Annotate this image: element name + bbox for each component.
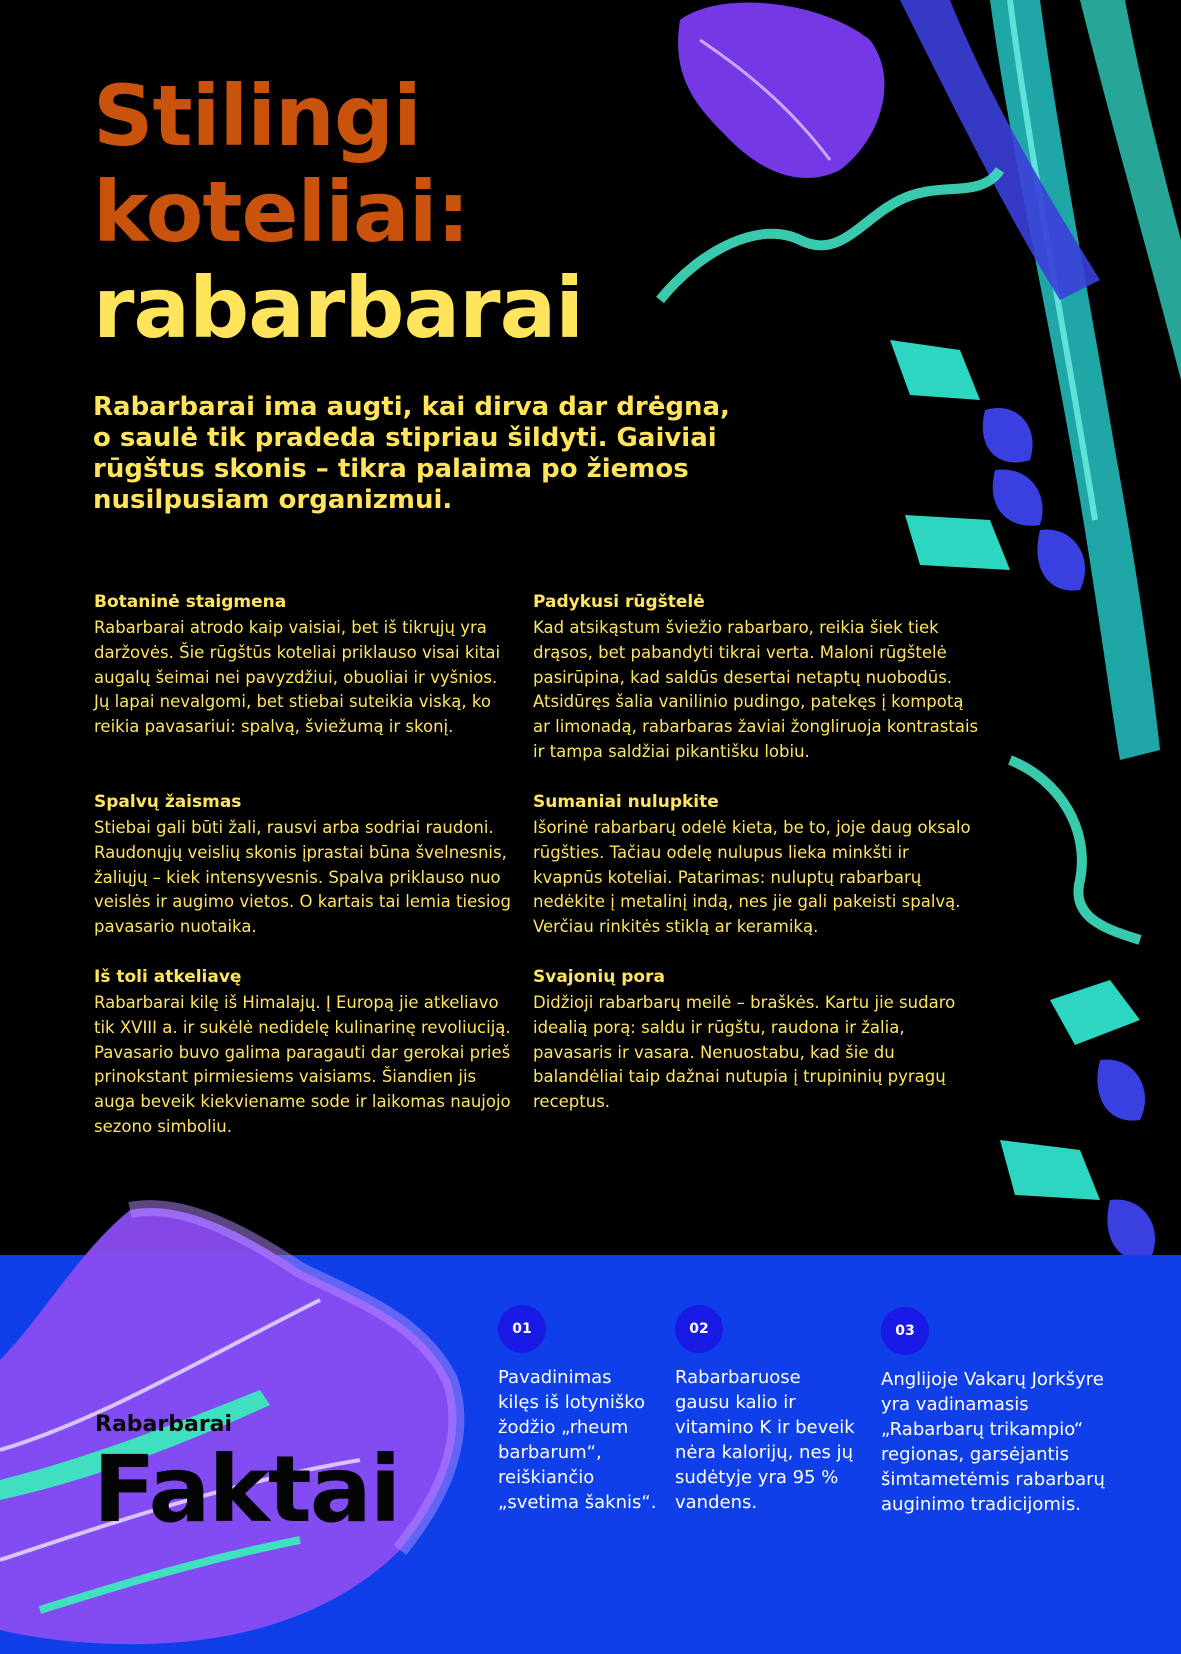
fact-item-03 <box>881 1307 1131 1517</box>
fact-number-badge: 02 <box>675 1305 723 1353</box>
section-heading: Botaninė staigmena <box>94 592 287 612</box>
section-heading: Sumaniai nulupkite <box>533 792 719 812</box>
section-heading: Iš toli atkeliavę <box>94 967 242 987</box>
fact-text: Pavadinimas kilęs iš lotyniško žodžio „rheum barbarum“, reiškiančio „svetima šaknis“. <box>498 1367 657 1513</box>
facts-title: Faktai <box>93 1436 400 1543</box>
lead-paragraph: Rabarbarai ima augti, kai dirva dar drėgna, o saulė tik pradeda stipriau šildyti. Gaiviai rūgštus skonis – tikra palaima po žiemos nusilpusiam organizmui. <box>93 392 730 515</box>
section-text: Rabarbarai kilę iš Himalajų. Į Europą jie atkeliavo tik XVIII a. ir sukėlė nedidelę kulinarinę revoliuciją. Pavasario buvo galima paragauti dar gerokai prieš prinokstant pirmiesiems vaisiams. Šiandien jis auga beveik kiekviename sode ir laikomas naujojo sezono simboliu. <box>94 993 511 1136</box>
fact-item-02 <box>675 1305 855 1515</box>
fact-text: Anglijoje Vakarų Jorkšyre yra vadinamasis „Rabarbarų trikampio“ regionas, garsėjantis šimtametėmis rabarbarų auginimo tradicijomis. <box>881 1369 1105 1515</box>
fact-number-badge: 01 <box>498 1305 546 1353</box>
section-text: Išorinė rabarbarų odelė kieta, be to, joje daug oksalo rūgšties. Tačiau odelę nulupus lieka minkšti ir kvapnūs koteliai. Patarimas: nuluptų rabarbarų nedėkite į metalinį indą, nes jie gali pakeisti spalvą. Verčiau rinkitės stiklą ar keramiką. <box>533 818 971 937</box>
title-line-3: rabarbarai <box>93 259 584 357</box>
section-text: Rabarbarai atrodo kaip vaisiai, bet iš tikrųjų yra daržovės. Šie rūgštūs koteliai priklauso visai kitai augalų šeimai nei pavyzdžiui, obuoliai ir vyšnios. Jų lapai nevalgomi, bet stiebai suteikia viską, ko reikia pavasariui: spalvą, šviežumą ir skonį. <box>94 618 501 737</box>
section-heading: Padykusi rūgštelė <box>533 592 705 612</box>
section-heading: Svajonių pora <box>533 967 665 987</box>
section-text: Stiebai gali būti žali, rausvi arba sodriai raudoni. Raudonųjų veislių skonis įprastai būna švelnesnis, žaliųjų – kiek intensyvesnis. Spalva priklauso nuo veislės ir augimo vietos. O kartais tai lemia tiesiog pavasario nuotaika. <box>94 818 511 937</box>
fact-number-badge: 03 <box>881 1307 929 1355</box>
fact-text: Rabarbaruose gausu kalio ir vitamino K ir beveik nėra kalorijų, nes jų sudėtyje yra 95 % vandens. <box>675 1367 855 1513</box>
section-heading: Spalvų žaismas <box>94 792 242 812</box>
title-line-2: koteliai: <box>93 163 470 261</box>
fact-item-01 <box>498 1305 658 1515</box>
section-text: Didžioji rabarbarų meilė – braškės. Kartu jie sudaro idealią porą: saldu ir rūgštu, raudona ir žalia, pavasaris ir vasara. Nenuostabu, kad šie du balandėliai taip dažnai nutupia į trupininių pyragų receptus. <box>533 993 956 1112</box>
section-text: Kad atsikąstum šviežio rabarbaro, reikia šiek tiek drąsos, bet pabandyti tikrai verta. Maloni rūgštelė pasirūpina, kad saldūs desertai netaptų nuobodūs. Atsidūręs šalia vanilinio pudingo, patekęs į kompotą ar limonadą, rabarbaras žaviai žongliruoja kontrastais ir tampa saldžiai pikantišku lobiu. <box>533 618 979 761</box>
title-line-1: Stilingi <box>93 67 421 165</box>
facts-label: Rabarbarai <box>95 1412 233 1437</box>
